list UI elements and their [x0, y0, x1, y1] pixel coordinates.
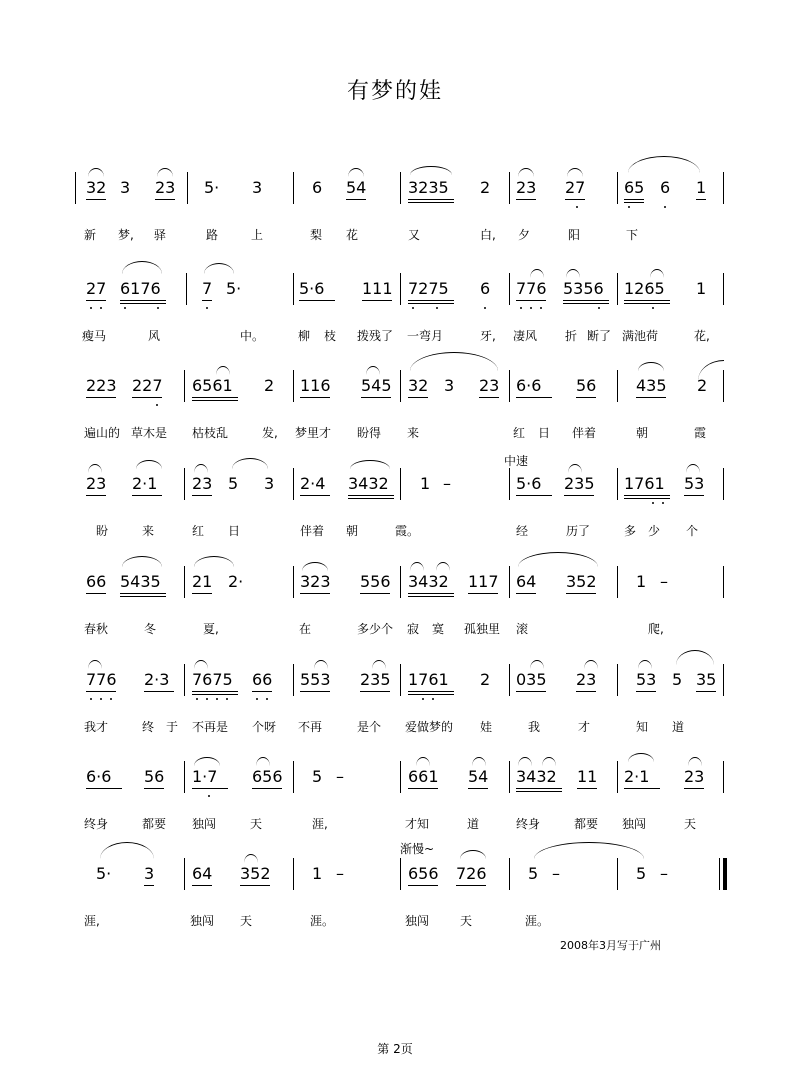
- note: 66: [86, 572, 107, 591]
- note: 1·7: [192, 767, 218, 786]
- lyric: 爬,: [648, 622, 664, 636]
- note: 27: [86, 279, 107, 298]
- note: 656: [408, 864, 439, 883]
- lyric: 终: [142, 720, 155, 734]
- note: 776: [86, 670, 117, 689]
- note: –: [443, 474, 451, 493]
- page-number: 第 2页: [377, 1042, 413, 1056]
- lyric: 驿: [154, 228, 167, 242]
- lyric: 花: [346, 228, 359, 242]
- score-line-6: [0, 664, 790, 774]
- lyric: 遍山的: [84, 426, 121, 440]
- note: 3432: [516, 767, 557, 786]
- lyric: 终身: [516, 817, 541, 831]
- lyric: 涯。: [310, 914, 335, 928]
- note: 5·6: [516, 474, 542, 493]
- note: 3: [264, 474, 275, 493]
- note: 53: [636, 670, 657, 689]
- lyric: 牙,: [480, 329, 496, 343]
- lyric: 孤独里: [464, 622, 501, 636]
- note: 5·6: [299, 279, 325, 298]
- score-line-5: [0, 566, 790, 676]
- lyric: 是个: [357, 720, 382, 734]
- note: 3235: [408, 178, 449, 197]
- lyric: 花,: [694, 329, 710, 343]
- lyric: 白,: [480, 228, 496, 242]
- lyric: 天: [250, 817, 263, 831]
- lyric: 霞。: [395, 524, 420, 538]
- lyric: 天: [240, 914, 253, 928]
- lyric: 独闯: [622, 817, 647, 831]
- note: 7675: [192, 670, 233, 689]
- lyric: 梦,: [118, 228, 134, 242]
- lyric: 日: [228, 524, 241, 538]
- lyric: 天: [460, 914, 473, 928]
- note: –: [336, 767, 344, 786]
- lyric: 满池荷: [622, 329, 659, 343]
- lyric: 冬: [144, 622, 157, 636]
- lyric: 知: [636, 720, 649, 734]
- lyric: 凄风: [513, 329, 538, 343]
- lyric: 折: [565, 329, 578, 343]
- lyric: 盼: [96, 524, 109, 538]
- lyric: 草木是: [131, 426, 168, 440]
- lyric: 夏,: [203, 622, 219, 636]
- note: 5·: [204, 178, 220, 197]
- note: 556: [360, 572, 391, 591]
- lyric: 柳: [298, 329, 311, 343]
- note: 66: [252, 670, 273, 689]
- lyric: 涯,: [312, 817, 328, 831]
- lyric: 夕: [518, 228, 531, 242]
- lyric: 盼得: [357, 426, 382, 440]
- lyric: 路: [206, 228, 219, 242]
- lyric: 独闯: [192, 817, 217, 831]
- lyric: 断了: [587, 329, 612, 343]
- note: 553: [300, 670, 331, 689]
- note: 3: [444, 376, 455, 395]
- lyric: 红: [192, 524, 205, 538]
- note: –: [660, 572, 668, 591]
- lyric: 朝: [636, 426, 649, 440]
- lyric: 寞: [432, 622, 445, 636]
- note: 21: [192, 572, 213, 591]
- lyric: 少: [648, 524, 661, 538]
- note: 726: [456, 864, 487, 883]
- note: 2·: [228, 572, 244, 591]
- lyric: 天: [684, 817, 697, 831]
- note: 53: [684, 474, 705, 493]
- lyric: 阳: [568, 228, 581, 242]
- note: 65: [624, 178, 645, 197]
- note: 2·4: [300, 474, 326, 493]
- note: 54: [468, 767, 489, 786]
- note: 111: [362, 279, 393, 298]
- note: 2·1: [624, 767, 650, 786]
- note: 23: [516, 178, 537, 197]
- note: 2·3: [144, 670, 170, 689]
- lyric: 来: [407, 426, 420, 440]
- lyric: 个呀: [252, 720, 277, 734]
- note: 1761: [624, 474, 665, 493]
- lyric: 都要: [142, 817, 167, 831]
- lyric: 终身: [84, 817, 109, 831]
- lyric: 伴着: [300, 524, 325, 538]
- lyric: 来: [142, 524, 155, 538]
- lyric: 风: [148, 329, 161, 343]
- note: 64: [516, 572, 537, 591]
- tempo-marking: 中速: [504, 454, 529, 468]
- note: 5: [528, 864, 539, 883]
- lyric: 又: [408, 228, 421, 242]
- lyric: 个: [686, 524, 699, 538]
- note: 6·6: [516, 376, 542, 395]
- lyric: 中。: [240, 329, 265, 343]
- note: 64: [192, 864, 213, 883]
- lyric: 一弯月: [407, 329, 444, 343]
- lyric: 寂: [407, 622, 420, 636]
- note: 035: [516, 670, 547, 689]
- note: 5: [672, 670, 683, 689]
- lyric: 滚: [516, 622, 529, 636]
- note: 7275: [408, 279, 449, 298]
- note: 352: [240, 864, 271, 883]
- note: 2: [480, 670, 491, 689]
- note: 23: [576, 670, 597, 689]
- lyric: 爱做梦的: [405, 720, 454, 734]
- lyric: 独闯: [190, 914, 215, 928]
- lyric: 枝: [324, 329, 337, 343]
- note: 1: [420, 474, 431, 493]
- note: 2: [697, 376, 708, 395]
- note: 323: [300, 572, 331, 591]
- lyric: 于: [166, 720, 179, 734]
- note: 23: [86, 474, 107, 493]
- note: 23: [479, 376, 500, 395]
- note: 776: [516, 279, 547, 298]
- lyric: 涯,: [84, 914, 100, 928]
- note: 6: [312, 178, 323, 197]
- lyric: 拨残了: [357, 329, 394, 343]
- lyric: 枯枝乱: [192, 426, 229, 440]
- composition-note: 2008年3月写于广州: [560, 939, 661, 952]
- lyric: 伴着: [572, 426, 597, 440]
- song-title: 有梦的娃: [346, 79, 443, 104]
- note: 352: [566, 572, 597, 591]
- note: 661: [408, 767, 439, 786]
- note: 23: [192, 474, 213, 493]
- note: 5: [636, 864, 647, 883]
- note: –: [660, 864, 668, 883]
- note: 3432: [408, 572, 449, 591]
- lyric: 下: [626, 228, 639, 242]
- note: 2: [480, 178, 491, 197]
- note: –: [552, 864, 560, 883]
- note: 1761: [408, 670, 449, 689]
- note: 27: [565, 178, 586, 197]
- lyric: 发,: [262, 426, 278, 440]
- note: 11: [577, 767, 598, 786]
- note: 3432: [348, 474, 389, 493]
- note: 6: [480, 279, 491, 298]
- note: 3: [252, 178, 263, 197]
- note: 23: [155, 178, 176, 197]
- lyric: 我: [528, 720, 541, 734]
- lyric: 不再是: [192, 720, 229, 734]
- note: 5·: [226, 279, 242, 298]
- note: 32: [86, 178, 107, 197]
- note: 223: [86, 376, 117, 395]
- lyric: 不再: [298, 720, 323, 734]
- note: 1: [696, 178, 707, 197]
- lyric: 经: [516, 524, 529, 538]
- note: 3: [144, 864, 155, 883]
- lyric: 才: [578, 720, 591, 734]
- lyric: 娃: [480, 720, 493, 734]
- note: 5: [228, 474, 239, 493]
- lyric: 在: [299, 622, 312, 636]
- lyric: 才知: [405, 817, 430, 831]
- lyric: 涯。: [525, 914, 550, 928]
- note: 1: [696, 279, 707, 298]
- note: 35: [696, 670, 717, 689]
- note: 235: [564, 474, 595, 493]
- lyric: 道: [467, 817, 480, 831]
- note: 6: [660, 178, 671, 197]
- note: 6561: [192, 376, 233, 395]
- note: 435: [636, 376, 667, 395]
- note: 3: [120, 178, 131, 197]
- note: 1: [312, 864, 323, 883]
- note: –: [336, 864, 344, 883]
- lyric: 梨: [310, 228, 323, 242]
- note: 656: [252, 767, 283, 786]
- note: 2·1: [132, 474, 158, 493]
- score-line-2: [0, 273, 790, 383]
- lyric: 梦里才: [295, 426, 332, 440]
- note: 2: [264, 376, 275, 395]
- score-line-1: [0, 172, 790, 282]
- lyric: 红: [513, 426, 526, 440]
- lyric: 都要: [574, 817, 599, 831]
- note: 5·: [96, 864, 112, 883]
- note: 117: [468, 572, 499, 591]
- note: 56: [144, 767, 165, 786]
- score-line-8: [0, 842, 790, 968]
- lyric: 多少个: [357, 622, 394, 636]
- note: 1: [636, 572, 647, 591]
- lyric: 上: [251, 228, 264, 242]
- note: 5356: [563, 279, 604, 298]
- note: 5: [312, 767, 323, 786]
- note: 227: [132, 376, 163, 395]
- note: 235: [360, 670, 391, 689]
- note: 32: [408, 376, 429, 395]
- note: 545: [361, 376, 392, 395]
- note: 54: [346, 178, 367, 197]
- note: 6·6: [86, 767, 112, 786]
- lyric: 霞: [694, 426, 707, 440]
- lyric: 新: [84, 228, 97, 242]
- note: 1265: [624, 279, 665, 298]
- lyric: 独闯: [405, 914, 430, 928]
- lyric: 瘦马: [82, 329, 107, 343]
- lyric: 道: [672, 720, 685, 734]
- lyric: 朝: [346, 524, 359, 538]
- note: 7: [202, 279, 213, 298]
- lyric: 多: [624, 524, 637, 538]
- lyric: 我才: [84, 720, 109, 734]
- lyric: 历了: [566, 524, 591, 538]
- score-line-4: [0, 454, 790, 578]
- tempo-marking: 渐慢~: [400, 842, 435, 856]
- note: 6176: [120, 279, 161, 298]
- note: 116: [300, 376, 331, 395]
- note: 23: [684, 767, 705, 786]
- note: 5435: [120, 572, 161, 591]
- lyric: 春秋: [84, 622, 109, 636]
- score-line-3: [0, 370, 790, 480]
- lyric: 日: [538, 426, 551, 440]
- note: 56: [576, 376, 597, 395]
